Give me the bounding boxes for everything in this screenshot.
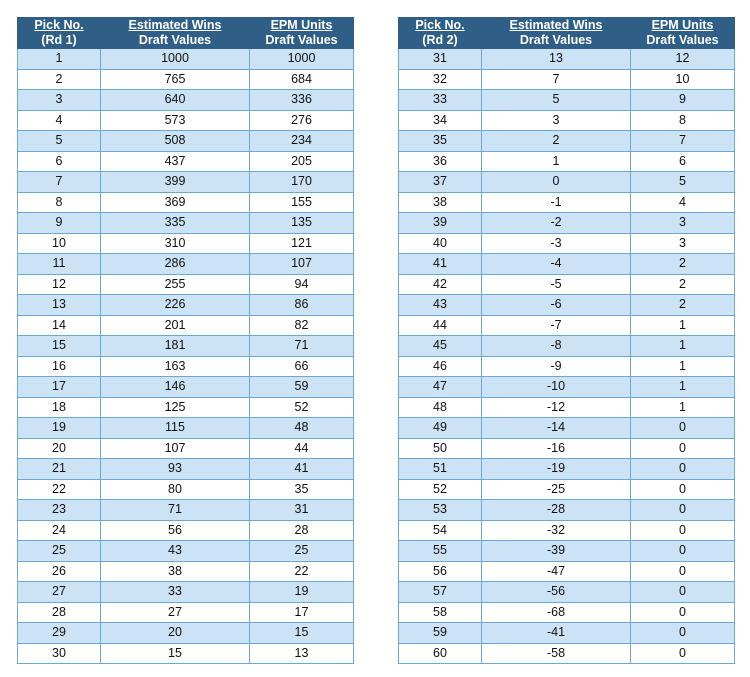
round2-pick-cell: 45 (399, 336, 482, 357)
round2-pick-cell: 57 (399, 582, 482, 603)
round1-pick-cell: 6 (18, 151, 101, 172)
round2-pick-cell: 60 (399, 643, 482, 664)
round1-wins-cell: 80 (101, 479, 250, 500)
round2-header-wins-subtitle: Draft Values (519, 33, 593, 47)
round2-wins-cell: -4 (482, 254, 631, 275)
round2-wins-cell: -7 (482, 315, 631, 336)
round1-epm-cell: 44 (250, 438, 354, 459)
round1-epm-cell: 107 (250, 254, 354, 275)
round1-pick-cell: 15 (18, 336, 101, 357)
round1-header-pick-subtitle: (Rd 1) (41, 33, 77, 47)
round2-pick-cell: 31 (399, 49, 482, 70)
round1-epm-cell: 276 (250, 110, 354, 131)
round2-table-row (399, 69, 735, 90)
round2-pick-cell: 34 (399, 110, 482, 131)
round2-header-pick-subtitle: (Rd 2) (422, 33, 458, 47)
round1-table-row (18, 356, 354, 377)
round1-epm-cell: 41 (250, 459, 354, 480)
round2-wins-cell: 3 (482, 110, 631, 131)
round2-wins-cell: -6 (482, 295, 631, 316)
round1-epm-cell: 205 (250, 151, 354, 172)
round2-table-row (399, 192, 735, 213)
round2-wins-cell: 7 (482, 69, 631, 90)
round2-epm-cell: 0 (631, 623, 735, 644)
round2-epm-cell: 6 (631, 151, 735, 172)
round2-pick-cell: 53 (399, 500, 482, 521)
round2-wins-cell: -19 (482, 459, 631, 480)
round2-wins-cell: 2 (482, 131, 631, 152)
round1-wins-cell: 43 (101, 541, 250, 562)
round1-table-row (18, 397, 354, 418)
round1-epm-cell: 22 (250, 561, 354, 582)
round1-header-epm (250, 18, 354, 49)
round2-epm-cell: 2 (631, 254, 735, 275)
round1-epm-cell: 59 (250, 377, 354, 398)
round2-table-row (399, 151, 735, 172)
round2-table-row (399, 356, 735, 377)
round2-epm-cell: 0 (631, 418, 735, 439)
round2-pick-cell: 48 (399, 397, 482, 418)
round1-header-row (18, 18, 354, 49)
round1-wins-cell: 335 (101, 213, 250, 234)
round1-wins-cell: 765 (101, 69, 250, 90)
round1-wins-cell: 15 (101, 643, 250, 664)
round2-epm-cell: 0 (631, 643, 735, 664)
round1-epm-cell: 1000 (250, 49, 354, 70)
round1-wins-cell: 310 (101, 233, 250, 254)
round1-header-wins (101, 18, 250, 49)
round1-wins-cell: 437 (101, 151, 250, 172)
round1-wins-cell: 93 (101, 459, 250, 480)
round2-table-row (399, 110, 735, 131)
round2-header-epm-title: EPM Units (651, 18, 714, 32)
round2-header-pick (399, 18, 482, 49)
round2-pick-cell: 49 (399, 418, 482, 439)
round2-table-row (399, 582, 735, 603)
round2-wins-cell: 5 (482, 90, 631, 111)
round2-epm-cell: 3 (631, 213, 735, 234)
round1-epm-cell: 66 (250, 356, 354, 377)
round1-table-row (18, 172, 354, 193)
round2-wins-cell: -56 (482, 582, 631, 603)
round2-table-row (399, 295, 735, 316)
round1-wins-cell: 163 (101, 356, 250, 377)
round2-wins-cell: -2 (482, 213, 631, 234)
round2-wins-cell: -10 (482, 377, 631, 398)
round1-epm-cell: 35 (250, 479, 354, 500)
round1-pick-cell: 13 (18, 295, 101, 316)
round1-pick-cell: 12 (18, 274, 101, 295)
round1-epm-cell: 52 (250, 397, 354, 418)
round1-pick-cell: 3 (18, 90, 101, 111)
round2-pick-cell: 58 (399, 602, 482, 623)
round2-pick-cell: 55 (399, 541, 482, 562)
round1-pick-cell: 20 (18, 438, 101, 459)
round1-table-row (18, 110, 354, 131)
round1-table-row (18, 49, 354, 70)
round1-wins-cell: 201 (101, 315, 250, 336)
round2-table-row (399, 561, 735, 582)
round2-pick-cell: 33 (399, 90, 482, 111)
round1-pick-cell: 14 (18, 315, 101, 336)
round1-pick-cell: 2 (18, 69, 101, 90)
round1-wins-cell: 107 (101, 438, 250, 459)
round2-header-row (399, 18, 735, 49)
round2-epm-cell: 7 (631, 131, 735, 152)
round1-epm-cell: 155 (250, 192, 354, 213)
round2-wins-cell: 0 (482, 172, 631, 193)
round2-wins-cell: -32 (482, 520, 631, 541)
round2-pick-cell: 41 (399, 254, 482, 275)
round2-epm-cell: 0 (631, 438, 735, 459)
round2-wins-cell: 13 (482, 49, 631, 70)
round2-table-row (399, 315, 735, 336)
round1-pick-cell: 23 (18, 500, 101, 521)
round1-wins-cell: 1000 (101, 49, 250, 70)
round2-epm-cell: 0 (631, 541, 735, 562)
round2-wins-cell: -25 (482, 479, 631, 500)
round2-table-row (399, 90, 735, 111)
round2-table-row (399, 500, 735, 521)
round1-table-row (18, 623, 354, 644)
round1-table-row (18, 69, 354, 90)
round2-pick-cell: 54 (399, 520, 482, 541)
round2-epm-cell: 10 (631, 69, 735, 90)
round2-wins-cell: -47 (482, 561, 631, 582)
round2-pick-cell: 59 (399, 623, 482, 644)
round2-epm-cell: 2 (631, 274, 735, 295)
round2-table-row (399, 418, 735, 439)
round2-epm-cell: 1 (631, 377, 735, 398)
round1-epm-cell: 19 (250, 582, 354, 603)
round1-wins-cell: 369 (101, 192, 250, 213)
round1-wins-cell: 181 (101, 336, 250, 357)
round2-header-epm-subtitle: Draft Values (646, 33, 719, 47)
round1-pick-cell: 7 (18, 172, 101, 193)
round2-epm-cell: 1 (631, 397, 735, 418)
round1-table (17, 17, 354, 664)
round2-table-row (399, 479, 735, 500)
round2-table (398, 17, 735, 664)
round1-header-wins-title: Estimated Wins (128, 18, 222, 32)
round1-epm-cell: 82 (250, 315, 354, 336)
round1-epm-cell: 135 (250, 213, 354, 234)
round1-wins-cell: 255 (101, 274, 250, 295)
round2-header-wins-title: Estimated Wins (509, 18, 603, 32)
round2-epm-cell: 4 (631, 192, 735, 213)
round2-epm-cell: 0 (631, 561, 735, 582)
round1-pick-cell: 29 (18, 623, 101, 644)
round1-pick-cell: 26 (18, 561, 101, 582)
round1-epm-cell: 48 (250, 418, 354, 439)
round2-pick-cell: 32 (399, 69, 482, 90)
round2-wins-cell: -58 (482, 643, 631, 664)
round1-table-row (18, 336, 354, 357)
round2-header-wins (482, 18, 631, 49)
round1-table-row (18, 274, 354, 295)
round1-epm-cell: 13 (250, 643, 354, 664)
round1-header-epm-title: EPM Units (270, 18, 333, 32)
round1-table-row (18, 582, 354, 603)
round1-table-row (18, 213, 354, 234)
round2-table-row (399, 254, 735, 275)
round1-table-row (18, 151, 354, 172)
round2-table-row (399, 233, 735, 254)
round1-table-row (18, 192, 354, 213)
round1-wins-cell: 56 (101, 520, 250, 541)
round2-table-row (399, 623, 735, 644)
round1-pick-cell: 28 (18, 602, 101, 623)
round2-table-row (399, 377, 735, 398)
round1-wins-cell: 71 (101, 500, 250, 521)
round1-pick-cell: 19 (18, 418, 101, 439)
round2-wins-cell: -41 (482, 623, 631, 644)
round1-epm-cell: 25 (250, 541, 354, 562)
round1-wins-cell: 399 (101, 172, 250, 193)
round1-epm-cell: 17 (250, 602, 354, 623)
round1-pick-cell: 5 (18, 131, 101, 152)
round1-pick-cell: 21 (18, 459, 101, 480)
round2-epm-cell: 0 (631, 520, 735, 541)
round1-epm-cell: 336 (250, 90, 354, 111)
round1-pick-cell: 16 (18, 356, 101, 377)
round1-table-row (18, 479, 354, 500)
round1-header-wins-subtitle: Draft Values (138, 33, 212, 47)
round2-table-row (399, 438, 735, 459)
round1-pick-cell: 27 (18, 582, 101, 603)
round2-table-row (399, 49, 735, 70)
round1-table-row (18, 459, 354, 480)
round1-table-row (18, 418, 354, 439)
round2-wins-cell: -8 (482, 336, 631, 357)
round2-epm-cell: 1 (631, 315, 735, 336)
round2-epm-cell: 12 (631, 49, 735, 70)
round2-epm-cell: 8 (631, 110, 735, 131)
round2-pick-cell: 46 (399, 356, 482, 377)
round1-table-row (18, 438, 354, 459)
round1-table-row (18, 602, 354, 623)
round1-table-row (18, 131, 354, 152)
round1-epm-cell: 28 (250, 520, 354, 541)
round2-epm-cell: 3 (631, 233, 735, 254)
round1-wins-cell: 573 (101, 110, 250, 131)
round2-pick-cell: 38 (399, 192, 482, 213)
round2-pick-cell: 52 (399, 479, 482, 500)
round1-wins-cell: 640 (101, 90, 250, 111)
round1-pick-cell: 10 (18, 233, 101, 254)
round2-pick-cell: 37 (399, 172, 482, 193)
round2-table-row (399, 336, 735, 357)
round2-epm-cell: 0 (631, 459, 735, 480)
round2-wins-cell: -16 (482, 438, 631, 459)
round2-wins-cell: -28 (482, 500, 631, 521)
round1-pick-cell: 9 (18, 213, 101, 234)
round1-table-row (18, 377, 354, 398)
round2-pick-cell: 40 (399, 233, 482, 254)
round2-epm-cell: 0 (631, 500, 735, 521)
round1-table-row (18, 643, 354, 664)
round2-pick-cell: 39 (399, 213, 482, 234)
round1-table-row (18, 541, 354, 562)
round2-epm-cell: 0 (631, 582, 735, 603)
round1-pick-cell: 25 (18, 541, 101, 562)
round2-pick-cell: 50 (399, 438, 482, 459)
round2-table-row (399, 541, 735, 562)
round2-wins-cell: -1 (482, 192, 631, 213)
round1-pick-cell: 17 (18, 377, 101, 398)
round2-epm-cell: 1 (631, 356, 735, 377)
round2-pick-cell: 56 (399, 561, 482, 582)
round1-table-row (18, 90, 354, 111)
round2-table-row (399, 172, 735, 193)
round2-wins-cell: -39 (482, 541, 631, 562)
round1-epm-cell: 684 (250, 69, 354, 90)
round1-wins-cell: 226 (101, 295, 250, 316)
round2-table-row (399, 459, 735, 480)
round1-epm-cell: 121 (250, 233, 354, 254)
round1-table-row (18, 254, 354, 275)
round1-epm-cell: 86 (250, 295, 354, 316)
round2-epm-cell: 0 (631, 602, 735, 623)
round1-table-row (18, 295, 354, 316)
round2-pick-cell: 35 (399, 131, 482, 152)
round1-header-epm-subtitle: Draft Values (265, 33, 338, 47)
round2-epm-cell: 5 (631, 172, 735, 193)
round2-wins-cell: -9 (482, 356, 631, 377)
round1-wins-cell: 33 (101, 582, 250, 603)
round1-epm-cell: 31 (250, 500, 354, 521)
round2-wins-cell: 1 (482, 151, 631, 172)
round2-pick-cell: 42 (399, 274, 482, 295)
round1-table-row (18, 315, 354, 336)
round2-pick-cell: 47 (399, 377, 482, 398)
round2-header-pick-title: Pick No. (415, 18, 465, 32)
round1-pick-cell: 30 (18, 643, 101, 664)
round1-epm-cell: 15 (250, 623, 354, 644)
round1-epm-cell: 170 (250, 172, 354, 193)
round2-header-epm (631, 18, 735, 49)
round2-table-row (399, 213, 735, 234)
round2-table-row (399, 397, 735, 418)
round1-pick-cell: 24 (18, 520, 101, 541)
round2-wins-cell: -68 (482, 602, 631, 623)
round1-pick-cell: 18 (18, 397, 101, 418)
round1-pick-cell: 4 (18, 110, 101, 131)
round2-wins-cell: -3 (482, 233, 631, 254)
round2-table-row (399, 131, 735, 152)
round1-epm-cell: 234 (250, 131, 354, 152)
round1-header-pick-title: Pick No. (34, 18, 84, 32)
round2-wins-cell: -14 (482, 418, 631, 439)
round2-table-row (399, 643, 735, 664)
round1-pick-cell: 11 (18, 254, 101, 275)
round2-pick-cell: 43 (399, 295, 482, 316)
round1-wins-cell: 125 (101, 397, 250, 418)
round1-wins-cell: 146 (101, 377, 250, 398)
round1-pick-cell: 1 (18, 49, 101, 70)
round1-epm-cell: 71 (250, 336, 354, 357)
round1-wins-cell: 27 (101, 602, 250, 623)
round1-table-row (18, 561, 354, 582)
round2-epm-cell: 1 (631, 336, 735, 357)
round1-wins-cell: 20 (101, 623, 250, 644)
round2-wins-cell: -5 (482, 274, 631, 295)
round1-pick-cell: 8 (18, 192, 101, 213)
round2-pick-cell: 36 (399, 151, 482, 172)
round2-epm-cell: 2 (631, 295, 735, 316)
round1-header-pick (18, 18, 101, 49)
round2-epm-cell: 9 (631, 90, 735, 111)
round1-epm-cell: 94 (250, 274, 354, 295)
round1-wins-cell: 115 (101, 418, 250, 439)
round1-wins-cell: 508 (101, 131, 250, 152)
round1-table-row (18, 500, 354, 521)
round2-table-row (399, 274, 735, 295)
round1-wins-cell: 286 (101, 254, 250, 275)
round2-pick-cell: 51 (399, 459, 482, 480)
round2-epm-cell: 0 (631, 479, 735, 500)
round1-pick-cell: 22 (18, 479, 101, 500)
round1-table-row (18, 520, 354, 541)
round1-wins-cell: 38 (101, 561, 250, 582)
round2-table-row (399, 602, 735, 623)
round1-table-row (18, 233, 354, 254)
round2-pick-cell: 44 (399, 315, 482, 336)
round2-table-row (399, 520, 735, 541)
round2-wins-cell: -12 (482, 397, 631, 418)
